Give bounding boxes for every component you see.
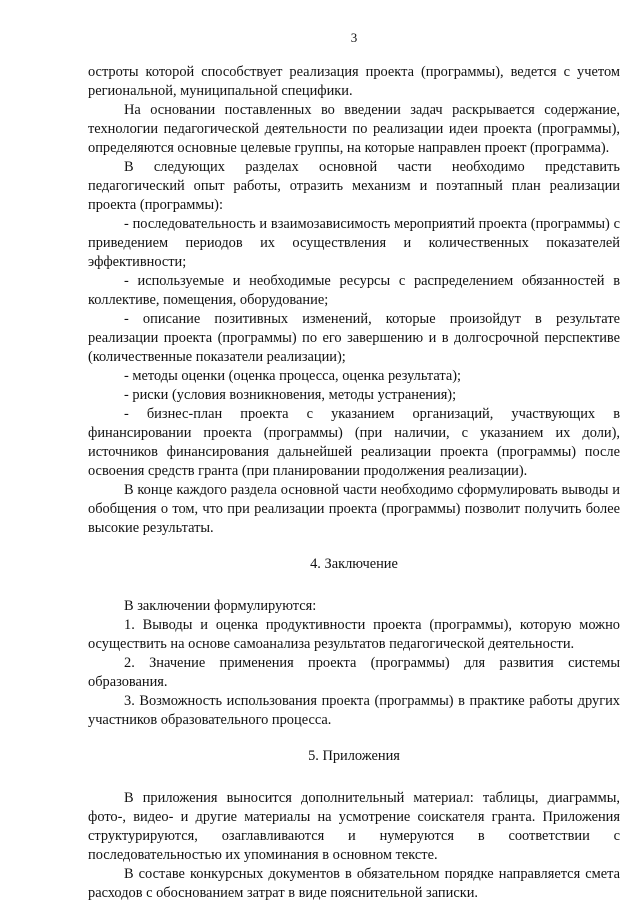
list-item: - риски (условия возникновения, методы устранения); [124, 387, 457, 403]
paragraph-section-conclusions: В конце каждого раздела основной части необходимо сформулировать выводы и обобщения о том, что при реализации проекта (программы) позволит получить более высокие результаты. [88, 482, 620, 536]
paragraph-intro-continuation: остроты которой способствует реализация проекта (программы), ведется с учетом региональной, муниципальной специфики. [88, 64, 620, 99]
section-title-conclusion: 4. Заключение [310, 556, 398, 572]
list-item: - методы оценки (оценка процесса, оценка результата); [124, 368, 461, 384]
list-item: 1. Выводы и оценка продуктивности проекта (программы), которую можно осуществить на основе самоанализа результатов педагогической деятельности. [88, 617, 620, 652]
paragraph-conclusion-lead: В заключении формулируются: [124, 598, 317, 614]
paragraph-main-sections: В следующих разделах основной части необходимо представить педагогический опыт работы, отразить механизм и поэтапный план реализации проекта (программы): [88, 159, 620, 213]
document-page [88, 30, 620, 903]
page-number: 3 [350, 30, 358, 45]
list-item: 3. Возможность использования проекта (программы) в практике работы других участников образовательного процесса. [88, 693, 620, 728]
paragraph-cost-estimate: В составе конкурсных документов в обязательном порядке направляется смета расходов с обоснованием затрат в виде пояснительной записки. [88, 866, 620, 901]
list-item: - используемые и необходимые ресурсы с распределением обязанностей в коллективе, помещения, оборудование; [88, 273, 620, 308]
list-item: - описание позитивных изменений, которые произойдут в результате реализации проекта (программы) по его завершению и в долгосрочной перспективе (количественные показатели реализации); [88, 311, 620, 365]
paragraph-content-description: На основании поставленных во введении задач раскрывается содержание, технологии педагогической деятельности по реализации идеи проекта (программы), определяются основные целевые группы, на которые направлен проект (программа). [88, 102, 620, 156]
section-title-appendices: 5. Приложения [308, 748, 400, 764]
paragraph-appendices: В приложения выносится дополнительный материал: таблицы, диаграммы, фото-, видео- и другие материалы на усмотрение соискателя гранта. Приложения структурируются, озаглавливаются и нумеруются в соответствии с последовательностью их упоминания в основном тексте. [88, 790, 620, 863]
list-item: - последовательность и взаимозависимость мероприятий проекта (программы) с приведением периодов их осуществления и количественных показателей эффективности; [88, 216, 620, 270]
list-item: - бизнес-план проекта с указанием организаций, участвующих в финансировании проекта (программы) (при наличии, с указанием их доли), источников финансирования дальнейшей реализации проекта (программы) после освоения средств гранта (при планировании продолжения реализации). [88, 406, 620, 479]
list-item: 2. Значение применения проекта (программы) для развития системы образования. [88, 655, 620, 690]
